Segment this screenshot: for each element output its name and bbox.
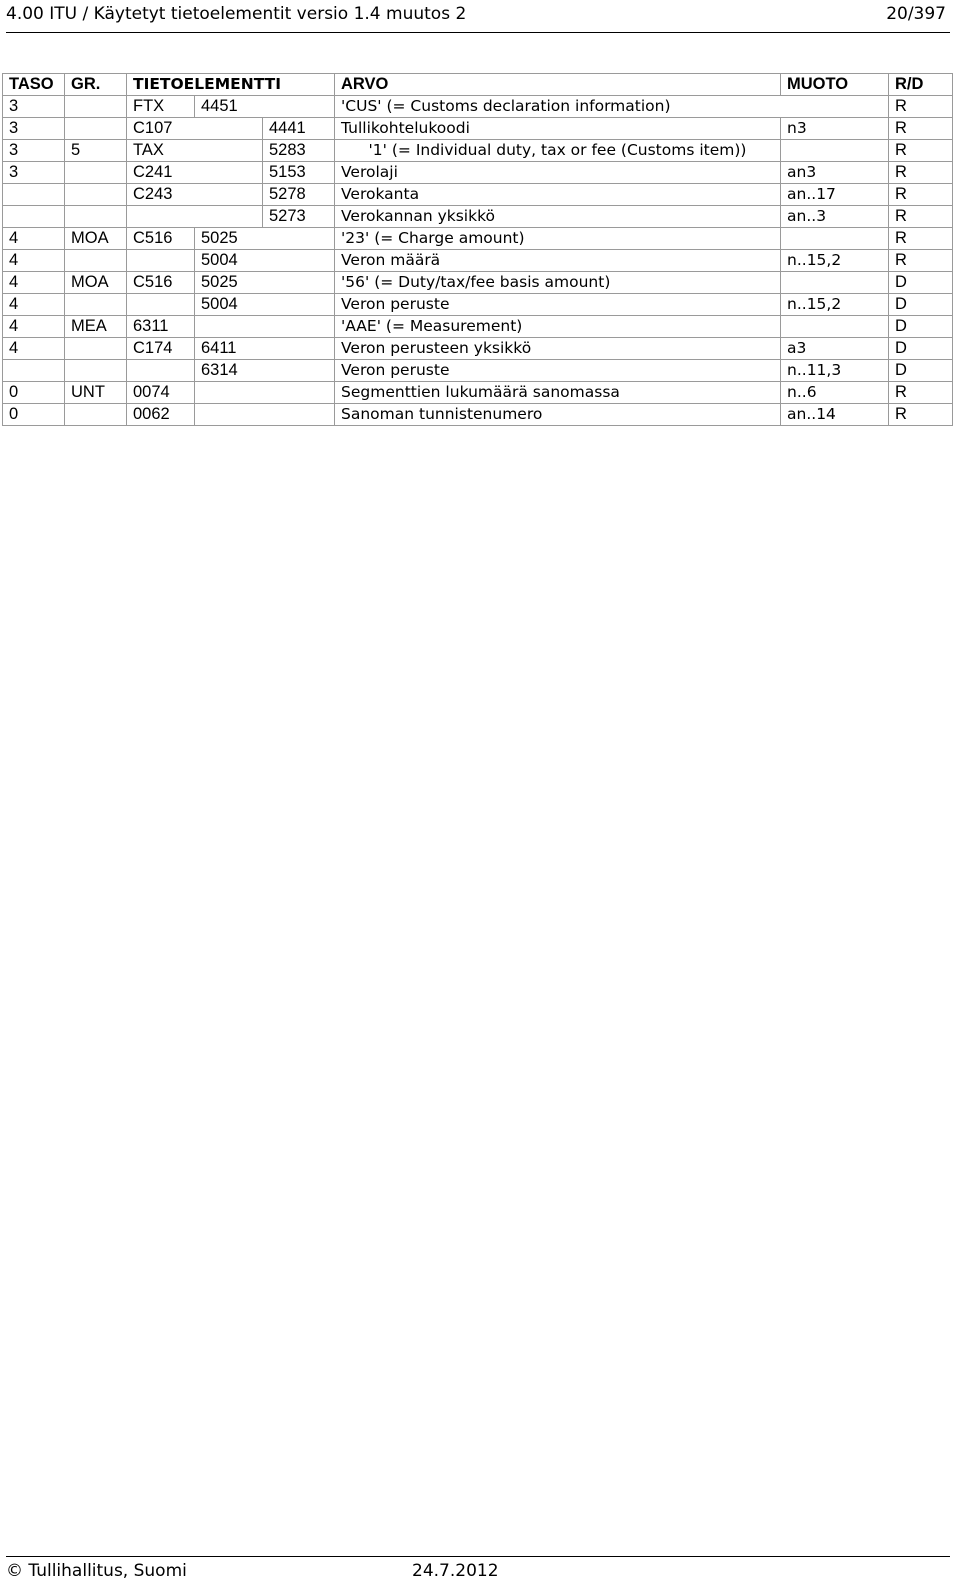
cell-arvo: Segmenttien lukumäärä sanomassa (335, 382, 781, 404)
table-row (3, 316, 953, 338)
cell-gr (65, 184, 127, 206)
cell-gr (65, 118, 127, 140)
table-row (3, 140, 953, 162)
cell-rd: R (889, 184, 953, 206)
data-element-table (2, 73, 953, 426)
cell-arvo: 'AAE' (= Measurement) (335, 316, 781, 338)
cell-gr (65, 162, 127, 184)
cell-segment: UNT (65, 382, 127, 404)
cell-rd: R (889, 382, 953, 404)
cell-gr (65, 96, 127, 118)
cell-rd: R (889, 228, 953, 250)
column-header-tietoelementti: TIETOELEMENTTI (127, 74, 335, 96)
cell-arvo: '56' (= Duty/tax/fee basis amount) (335, 272, 781, 294)
cell-segment (65, 360, 127, 382)
footer-organization: © Tullihallitus, Suomi (6, 1561, 187, 1581)
table-row (3, 294, 953, 316)
cell-segment: FTX (127, 96, 195, 118)
cell-muoto: an..17 (781, 184, 889, 206)
table-row (3, 118, 953, 140)
cell-taso: 4 (3, 228, 65, 250)
cell-composite: C243 (127, 184, 263, 206)
cell-muoto: a3 (781, 338, 889, 360)
cell-composite (127, 294, 195, 316)
cell-rd: R (889, 118, 953, 140)
cell-muoto (781, 228, 889, 250)
table-row (3, 360, 953, 382)
footer-date: 24.7.2012 (412, 1561, 499, 1581)
cell-muoto (781, 272, 889, 294)
table-row (3, 96, 953, 118)
table-row (3, 272, 953, 294)
cell-element: 5025 (195, 228, 335, 250)
cell-element: 5004 (195, 294, 335, 316)
table-row (3, 206, 953, 228)
cell-segment: MOA (65, 228, 127, 250)
cell-muoto: an..3 (781, 206, 889, 228)
cell-arvo: Veron peruste (335, 294, 781, 316)
cell-composite (127, 360, 195, 382)
page-header (6, 2, 950, 33)
cell-rd: D (889, 360, 953, 382)
cell-taso: 4 (3, 338, 65, 360)
cell-arvo: Verokanta (335, 184, 781, 206)
cell-element: 5025 (195, 272, 335, 294)
cell-rd: R (889, 96, 953, 118)
cell-muoto (781, 140, 889, 162)
cell-muoto: n..15,2 (781, 250, 889, 272)
cell-taso (3, 184, 65, 206)
cell-element: 5278 (263, 184, 335, 206)
table-row (3, 250, 953, 272)
cell-muoto: an..14 (781, 404, 889, 426)
page-footer (6, 1556, 950, 1587)
cell-element: 6311 (127, 316, 195, 338)
cell-element: 5273 (263, 206, 335, 228)
cell-rd: R (889, 140, 953, 162)
cell-gr: 5 (65, 140, 127, 162)
cell-taso (3, 360, 65, 382)
cell-segment (65, 250, 127, 272)
cell-arvo: Veron perusteen yksikkö (335, 338, 781, 360)
cell-empty (195, 316, 335, 338)
cell-muoto: n..15,2 (781, 294, 889, 316)
cell-arvo: '1' (= Individual duty, tax or fee (Customs item)) (335, 140, 781, 162)
cell-taso (3, 206, 65, 228)
cell-taso: 4 (3, 294, 65, 316)
cell-element: 6411 (195, 338, 335, 360)
cell-composite (127, 250, 195, 272)
cell-segment (65, 338, 127, 360)
cell-gr (65, 206, 127, 228)
cell-element: 6314 (195, 360, 335, 382)
cell-taso: 4 (3, 316, 65, 338)
table-row (3, 338, 953, 360)
cell-rd: R (889, 162, 953, 184)
column-header-rd: R/D (889, 74, 953, 96)
cell-element: 4451 (195, 96, 335, 118)
cell-segment: MEA (65, 316, 127, 338)
cell-element: 4441 (263, 118, 335, 140)
cell-muoto: n..6 (781, 382, 889, 404)
cell-element: 5004 (195, 250, 335, 272)
cell-segment (65, 404, 127, 426)
cell-arvo: 'CUS' (= Customs declaration information) (335, 96, 889, 118)
cell-arvo: Verolaji (335, 162, 781, 184)
cell-rd: D (889, 316, 953, 338)
column-header-arvo: ARVO (335, 74, 781, 96)
cell-rd: R (889, 206, 953, 228)
cell-composite: C516 (127, 228, 195, 250)
cell-taso: 0 (3, 404, 65, 426)
column-header-taso: TASO (3, 74, 65, 96)
cell-taso: 3 (3, 118, 65, 140)
cell-empty (195, 404, 335, 426)
table-row (3, 382, 953, 404)
cell-composite: C516 (127, 272, 195, 294)
cell-muoto: n..11,3 (781, 360, 889, 382)
page-number: 20/397 (886, 4, 946, 24)
cell-taso: 0 (3, 382, 65, 404)
cell-taso: 3 (3, 162, 65, 184)
cell-taso: 3 (3, 96, 65, 118)
cell-composite: C241 (127, 162, 263, 184)
cell-empty (195, 382, 335, 404)
cell-composite: C107 (127, 118, 263, 140)
cell-rd: R (889, 404, 953, 426)
cell-segment: MOA (65, 272, 127, 294)
cell-composite (127, 206, 263, 228)
cell-element: 5153 (263, 162, 335, 184)
table-row (3, 228, 953, 250)
cell-segment (65, 294, 127, 316)
cell-rd: D (889, 338, 953, 360)
cell-muoto (781, 316, 889, 338)
cell-composite: C174 (127, 338, 195, 360)
cell-arvo: Veron määrä (335, 250, 781, 272)
cell-element: 0074 (127, 382, 195, 404)
cell-element: 0062 (127, 404, 195, 426)
cell-muoto: an3 (781, 162, 889, 184)
table-header-row (3, 74, 953, 96)
table-row (3, 404, 953, 426)
cell-arvo: Tullikohtelukoodi (335, 118, 781, 140)
cell-taso: 4 (3, 250, 65, 272)
cell-arvo: '23' (= Charge amount) (335, 228, 781, 250)
cell-muoto: n3 (781, 118, 889, 140)
cell-taso: 4 (3, 272, 65, 294)
document-title: 4.00 ITU / Käytetyt tietoelementit versio 1.4 muutos 2 (6, 4, 467, 24)
cell-taso: 3 (3, 140, 65, 162)
cell-element: 5283 (263, 140, 335, 162)
cell-rd: R (889, 250, 953, 272)
cell-rd: D (889, 294, 953, 316)
table-row (3, 162, 953, 184)
cell-arvo: Sanoman tunnistenumero (335, 404, 781, 426)
column-header-gr: GR. (65, 74, 127, 96)
cell-arvo: Verokannan yksikkö (335, 206, 781, 228)
table-row (3, 184, 953, 206)
cell-rd: D (889, 272, 953, 294)
cell-segment: TAX (127, 140, 263, 162)
column-header-muoto: MUOTO (781, 74, 889, 96)
cell-arvo: Veron peruste (335, 360, 781, 382)
